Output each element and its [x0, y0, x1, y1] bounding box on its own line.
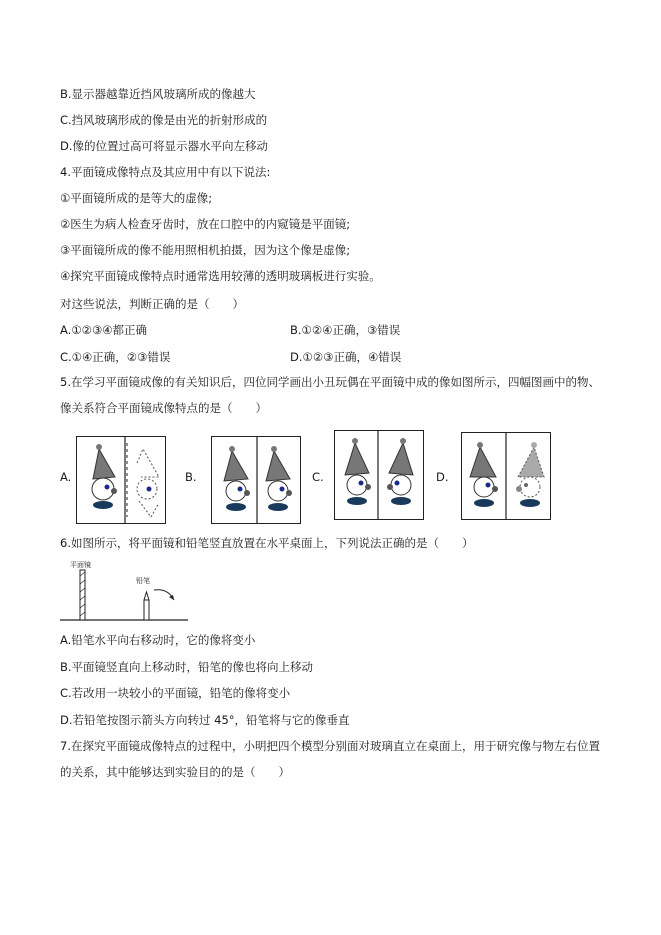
q6-stem: 6.如图所示，将平面镜和铅笔竖直放置在水平桌面上，下列说法正确的是（ ） [60, 536, 474, 550]
q4-statement-1: ①平面镜所成的是等大的虚像; [60, 191, 213, 205]
q4-option-d: D.①②③正确，④错误 [290, 350, 402, 364]
q5-figure-d [461, 432, 551, 520]
q6-option-c: C.若改用一块较小的平面镜，铅笔的像将变小 [60, 686, 291, 700]
clown-mirror-figure-d [462, 433, 550, 519]
q4-stem: 4.平面镜成像特点及其应用中有以下说法: [60, 165, 271, 179]
mirror-pencil-diagram [60, 556, 190, 626]
q3-option-c: C.挡风玻璃形成的像是由光的折射形成的 [60, 113, 268, 127]
q4-option-a: A.①②③④都正确 [60, 323, 148, 337]
q5-figure-a [76, 436, 166, 524]
q7-stem-line-2: 的关系，其中能够达到实验目的的是（ ） [60, 765, 290, 779]
q3-option-d: D.像的位置过高可将显示器水平向左移动 [60, 139, 269, 153]
q5-figure-label-c: C. [312, 470, 324, 484]
clown-mirror-figure-a [77, 437, 165, 523]
clown-mirror-figure-c [335, 431, 423, 519]
q6-figure [60, 556, 190, 626]
q6-option-a: A.铅笔水平向右移动时，它的像将变小 [60, 633, 256, 647]
q4-statement-4: ④探究平面镜成像特点时通常选用较薄的透明玻璃板进行实验。 [60, 269, 381, 283]
q5-figure-label-a: A. [60, 470, 72, 484]
q4-statement-2: ②医生为病人检查牙齿时，放在口腔中的内窥镜是平面镜; [60, 217, 351, 231]
q4-statement-3: ③平面镜所成的像不能用照相机拍摄，因为这个像是虚像; [60, 243, 351, 257]
q6-option-b: B.平面镜竖直向上移动时，铅笔的像也将向上移动 [60, 660, 314, 674]
q5-figure-label-d: D. [436, 470, 449, 484]
pencil-label: 铅笔 [136, 577, 150, 585]
q3-option-b: B.显示器越靠近挡风玻璃所成的像越大 [60, 87, 256, 101]
q4-option-b: B.①②④正确，③错误 [290, 323, 401, 337]
clown-mirror-figure-b [212, 437, 300, 523]
q5-figure-b [211, 436, 301, 524]
q5-figure-label-b: B. [185, 470, 197, 484]
q5-figure-c [334, 430, 424, 520]
q5-stem-line-2: 像关系符合平面镜成像特点的是（ ） [60, 401, 267, 415]
q5-stem-line-1: 5.在学习平面镜成像的有关知识后，四位同学画出小丑玩偶在平面镜中成的像如图所示，四幅图画中的物、 [60, 375, 600, 389]
q4-option-c: C.①④正确，②③错误 [60, 350, 171, 364]
q7-stem-line-1: 7.在探究平面镜成像特点的过程中，小明把四个模型分别面对玻璃直立在桌面上，用于研究像与物左右位置 [60, 739, 600, 753]
q6-option-d: D.若铅笔按图示箭头方向转过 45°，铅笔将与它的像垂直 [60, 713, 350, 727]
q4-question: 对这些说法，判断正确的是（ ） [60, 297, 244, 311]
mirror-label: 平面镜 [70, 561, 91, 569]
